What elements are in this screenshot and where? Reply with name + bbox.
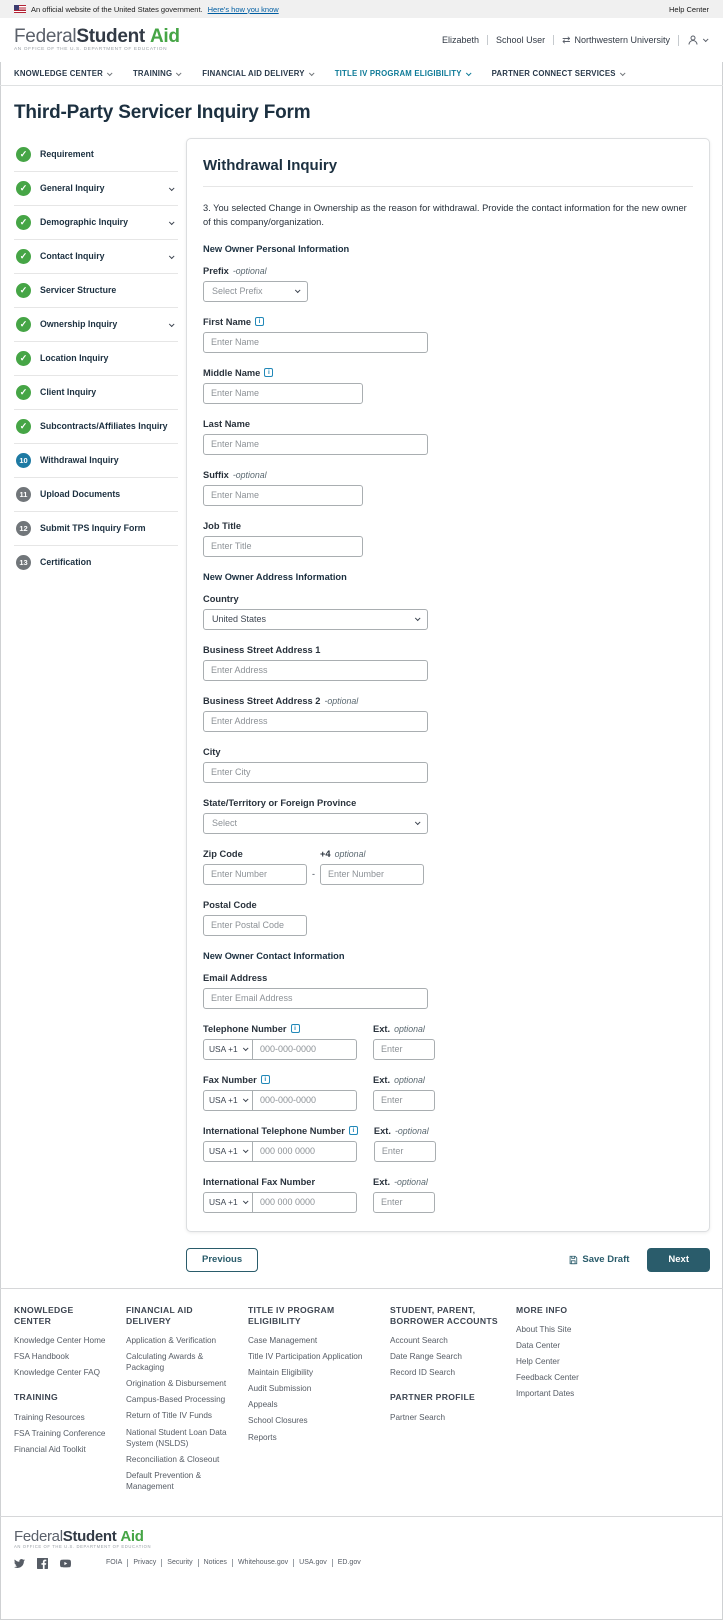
footer-link[interactable]: Record ID Search: [390, 1368, 456, 1378]
footer-link[interactable]: Data Center: [516, 1341, 561, 1351]
fax-label: Fax Number i: [203, 1075, 357, 1085]
footer-link[interactable]: About This Site: [516, 1324, 572, 1334]
city-input[interactable]: [203, 762, 428, 783]
help-center-link[interactable]: Help Center: [668, 4, 709, 14]
step-requirement[interactable]: ✓ Requirement: [14, 138, 178, 172]
check-icon: ✓: [16, 215, 31, 230]
prefix-label: Prefix -optional: [203, 265, 267, 276]
legal-links: [101, 1559, 366, 1567]
gov-banner: [0, 0, 723, 18]
address1-input[interactable]: [203, 660, 428, 681]
telephone-input[interactable]: [253, 1039, 357, 1060]
chevron-down-icon: [243, 1148, 249, 1154]
prefix-select[interactable]: Select Prefix: [203, 281, 308, 302]
chevron-down-icon: [415, 616, 421, 622]
footer-link[interactable]: FSA Handbook: [14, 1352, 70, 1362]
person-icon: [687, 34, 699, 46]
step-demographic-inquiry[interactable]: ✓ Demographic Inquiry: [14, 206, 178, 240]
city-field: [203, 747, 693, 783]
footer-link[interactable]: Audit Submission: [248, 1384, 312, 1394]
footer-link[interactable]: Reports: [248, 1432, 277, 1442]
logo-aid: Aid: [149, 26, 180, 48]
state-field: [203, 798, 693, 834]
footer-link[interactable]: School Closures: [248, 1416, 308, 1426]
check-icon: ✓: [16, 249, 31, 264]
job-title-field: [203, 521, 693, 557]
middle-name-label: Middle Name i: [203, 368, 693, 378]
footer-link[interactable]: Appeals: [248, 1400, 278, 1410]
footer-heading: TRAINING: [14, 1392, 58, 1403]
youtube-icon[interactable]: [60, 1558, 71, 1569]
zip-label: Zip Code: [203, 848, 243, 859]
country-label: Country: [203, 593, 239, 604]
save-icon: [568, 1255, 578, 1265]
address2-field: [203, 696, 693, 732]
step-number-badge: 10: [16, 453, 31, 468]
footer-link[interactable]: Reconciliation & Closeout: [126, 1454, 220, 1464]
nav-item-financial-aid-delivery[interactable]: FINANCIAL AID DELIVERY: [202, 69, 312, 78]
suffix-label: Suffix -optional: [203, 469, 267, 480]
postal-code-field: [203, 900, 693, 936]
info-icon[interactable]: i: [264, 368, 273, 377]
footer-link[interactable]: Maintain Eligibility: [248, 1368, 314, 1378]
nav-item-partner-connect-services[interactable]: PARTNER CONNECT SERVICES: [492, 69, 624, 78]
intl-telephone-input[interactable]: [253, 1141, 357, 1162]
intl-telephone-ext-input[interactable]: [374, 1141, 436, 1162]
footer-link[interactable]: Financial Aid Toolkit: [14, 1444, 86, 1454]
check-icon: ✓: [16, 181, 31, 196]
suffix-input[interactable]: [203, 485, 363, 506]
user-area: [434, 34, 707, 46]
nav-item-knowledge-center[interactable]: KNOWLEDGE CENTER: [14, 69, 111, 78]
email-field: [203, 973, 693, 1009]
footer-heading: MORE INFO: [516, 1304, 568, 1315]
footer-link[interactable]: Calculating Awards & Packaging: [126, 1352, 204, 1373]
intl-fax-country-select[interactable]: USA +1: [203, 1192, 253, 1213]
check-icon: ✓: [16, 147, 31, 162]
main-nav: [0, 62, 723, 86]
footer-heading: PARTNER PROFILE: [390, 1392, 476, 1403]
chevron-down-icon: [465, 70, 471, 76]
zip4-input[interactable]: [320, 864, 424, 885]
step-certification[interactable]: 13 Certification: [14, 546, 178, 579]
city-label: City: [203, 746, 221, 757]
chevron-down-icon: [176, 70, 182, 76]
intl-fax-field: [203, 1177, 693, 1213]
footer-heading: STUDENT, PARENT, BORROWER ACCOUNTS: [390, 1304, 498, 1326]
check-icon: ✓: [16, 351, 31, 366]
footer-link[interactable]: FSA Training Conference: [14, 1428, 106, 1438]
us-flag-icon: [14, 5, 26, 13]
info-icon[interactable]: i: [261, 1075, 270, 1084]
chevron-down-icon: [243, 1097, 249, 1103]
logo-federal: Federal: [14, 26, 77, 48]
logo-student: Student: [76, 26, 145, 48]
intl-fax-ext-label: Ext. -optional: [373, 1176, 428, 1187]
footer: [0, 1288, 723, 1516]
chevron-down-icon: [169, 253, 175, 259]
chevron-down-icon: [169, 321, 175, 327]
previous-button[interactable]: Previous: [186, 1248, 258, 1272]
footer-link[interactable]: Case Management: [248, 1336, 318, 1346]
address1-field: [203, 645, 693, 681]
fax-ext-label: Ext. optional: [373, 1074, 425, 1085]
footer-link[interactable]: Important Dates: [516, 1389, 575, 1399]
fax-field: [203, 1075, 693, 1111]
telephone-label: Telephone Number i: [203, 1024, 357, 1034]
legal-link[interactable]: Security: [162, 1559, 198, 1567]
footer-link[interactable]: Application & Verification: [126, 1336, 217, 1346]
chevron-down-icon: [107, 70, 113, 76]
logo-tagline: AN OFFICE OF THE U.S. DEPARTMENT OF EDUCATION: [14, 1544, 152, 1550]
info-icon[interactable]: i: [349, 1126, 358, 1135]
intl-telephone-country-select[interactable]: USA +1: [203, 1141, 253, 1162]
job-title-input[interactable]: [203, 536, 363, 557]
page-title: Third-Party Servicer Inquiry Form: [14, 102, 311, 123]
how-you-know-link[interactable]: Here's how you know: [207, 4, 279, 14]
chevron-down-icon: [243, 1046, 249, 1052]
legal-link[interactable]: Whitehouse.gov: [233, 1559, 294, 1567]
last-name-label: Last Name: [203, 418, 251, 429]
form-title: Withdrawal Inquiry: [203, 157, 693, 187]
legal-link[interactable]: Privacy: [128, 1559, 162, 1567]
logo-student: Student: [62, 1527, 117, 1545]
nav-item-title-iv-program-eligibility[interactable]: TITLE IV PROGRAM ELIGIBILITY: [335, 69, 470, 78]
fax-country-select[interactable]: USA +1: [203, 1090, 253, 1111]
address1-label: Business Street Address 1: [203, 644, 321, 655]
telephone-country-select[interactable]: USA +1: [203, 1039, 253, 1060]
footer-link[interactable]: Return of Title IV Funds: [126, 1411, 213, 1421]
check-icon: ✓: [16, 283, 31, 298]
footer-link[interactable]: Origination & Disbursement: [126, 1379, 227, 1389]
fax-input[interactable]: [253, 1090, 357, 1111]
footer-link[interactable]: Knowledge Center FAQ: [14, 1368, 101, 1378]
footer-link[interactable]: Default Prevention & Management: [126, 1470, 202, 1491]
step-number-badge: 11: [16, 487, 31, 502]
zip4-label: +4 optional: [320, 848, 366, 859]
last-name-field: [203, 419, 693, 455]
nav-item-training[interactable]: TRAINING: [133, 69, 180, 78]
chevron-down-icon: [703, 36, 709, 42]
footer-link[interactable]: Campus-Based Processing: [126, 1395, 226, 1405]
intl-fax-label: International Fax Number: [203, 1176, 316, 1187]
org-switcher[interactable]: [554, 35, 679, 46]
official-site-text: An official website of the United States government.: [31, 4, 203, 14]
telephone-field: [203, 1024, 693, 1060]
first-name-input[interactable]: [203, 332, 428, 353]
legal-link[interactable]: FOIA: [101, 1559, 128, 1567]
step-servicer-structure[interactable]: ✓ Servicer Structure: [14, 274, 178, 308]
step-subcontracts-affiliates-inquiry[interactable]: ✓ Subcontracts/Affiliates Inquiry: [14, 410, 178, 444]
logo-tagline: AN OFFICE OF THE U.S. DEPARTMENT OF EDUCATION: [14, 47, 168, 53]
form-question: 3. You selected Change in Ownership as the reason for withdrawal. Provide the contact information for the new owner of this company/organization.: [203, 203, 687, 228]
info-icon[interactable]: i: [291, 1024, 300, 1033]
legal-link[interactable]: ED.gov: [337, 1558, 361, 1566]
step-number-badge: 12: [16, 521, 31, 536]
step-contact-inquiry[interactable]: ✓ Contact Inquiry: [14, 240, 178, 274]
country-field: [203, 594, 693, 630]
next-button[interactable]: Next: [647, 1248, 710, 1272]
check-icon: ✓: [16, 317, 31, 332]
email-label: Email Address: [203, 972, 268, 983]
form-card: [186, 138, 710, 1232]
intl-telephone-field: [203, 1126, 693, 1162]
user-role: School User: [488, 35, 554, 45]
zip-field: [203, 849, 693, 885]
prefix-field: [203, 266, 693, 302]
middle-name-input[interactable]: [203, 383, 363, 404]
section-heading-contact: New Owner Contact Information: [203, 950, 345, 961]
chevron-down-icon: [415, 820, 421, 826]
footer-link[interactable]: National Student Loan Data System (NSLDS): [126, 1427, 227, 1448]
chevron-down-icon: [243, 1199, 249, 1205]
check-icon: ✓: [16, 419, 31, 434]
footer-link[interactable]: Partner Search: [390, 1412, 446, 1422]
footer-link[interactable]: Account Search: [390, 1336, 448, 1346]
job-title-label: Job Title: [203, 520, 242, 531]
postal-code-input[interactable]: [203, 915, 307, 936]
email-input[interactable]: [203, 988, 428, 1009]
user-name: Elizabeth: [434, 35, 488, 45]
section-heading-address: New Owner Address Information: [203, 571, 347, 582]
site-header: [0, 18, 723, 62]
legal-link[interactable]: USA.gov: [294, 1559, 333, 1567]
step-upload-documents[interactable]: 11 Upload Documents: [14, 478, 178, 512]
zip-input[interactable]: [203, 864, 307, 885]
step-client-inquiry[interactable]: ✓ Client Inquiry: [14, 376, 178, 410]
user-menu[interactable]: [679, 34, 707, 46]
intl-fax-ext-input[interactable]: [373, 1192, 435, 1213]
legal-link[interactable]: Notices: [199, 1559, 233, 1567]
last-name-input[interactable]: [203, 434, 428, 455]
footer-heading: FINANCIAL AID DELIVERY: [126, 1304, 193, 1326]
footer-heading: TITLE IV PROGRAM ELIGIBILITY: [248, 1304, 335, 1326]
chevron-down-icon: [169, 219, 175, 225]
first-name-label: First Name i: [203, 317, 693, 327]
facebook-icon[interactable]: [37, 1558, 48, 1569]
chevron-down-icon: [309, 70, 315, 76]
chevron-down-icon: [620, 70, 626, 76]
footer-link[interactable]: Feedback Center: [516, 1373, 579, 1383]
section-heading-personal: New Owner Personal Information: [203, 243, 350, 254]
first-name-field: [203, 317, 693, 353]
chevron-down-icon: [169, 185, 175, 191]
telephone-ext-label: Ext. optional: [373, 1023, 425, 1034]
intl-telephone-ext-label: Ext. -optional: [373, 1125, 429, 1136]
intl-telephone-label: International Telephone Number i: [203, 1126, 358, 1136]
step-general-inquiry[interactable]: ✓ General Inquiry: [14, 172, 178, 206]
postal-code-label: Postal Code: [203, 899, 257, 910]
chevron-down-icon: [295, 288, 301, 294]
footer-link[interactable]: Date Range Search: [390, 1352, 462, 1362]
bottom-footer: [0, 1516, 723, 1583]
country-select[interactable]: United States: [203, 609, 428, 630]
address2-input[interactable]: [203, 711, 428, 732]
exchange-icon: ⇄: [562, 34, 571, 46]
address2-label: Business Street Address 2 -optional: [203, 695, 359, 706]
fsa-logo-footer: [14, 1529, 709, 1550]
step-number-badge: 13: [16, 555, 31, 570]
step-withdrawal-inquiry[interactable]: 10 Withdrawal Inquiry: [14, 444, 178, 478]
step-ownership-inquiry[interactable]: ✓ Ownership Inquiry: [14, 308, 178, 342]
footer-heading: KNOWLEDGE CENTER: [14, 1304, 74, 1326]
logo-federal: Federal: [14, 1527, 63, 1545]
middle-name-field: [203, 368, 693, 404]
stepper: [14, 138, 178, 579]
state-label: State/Territory or Foreign Province: [203, 797, 357, 808]
logo-aid: Aid: [120, 1527, 144, 1545]
step-submit-tps-inquiry-form[interactable]: 12 Submit TPS Inquiry Form: [14, 512, 178, 546]
save-draft-button[interactable]: Save Draft: [568, 1254, 629, 1265]
intl-fax-input[interactable]: [253, 1192, 357, 1213]
suffix-field: [203, 470, 693, 506]
state-select[interactable]: Select: [203, 813, 428, 834]
footer-link[interactable]: Title IV Participation Application: [248, 1352, 363, 1362]
zip-separator: -: [312, 868, 315, 879]
step-location-inquiry[interactable]: ✓ Location Inquiry: [14, 342, 178, 376]
footer-link[interactable]: Training Resources: [14, 1412, 85, 1422]
fax-ext-input[interactable]: [373, 1090, 435, 1111]
footer-link[interactable]: Knowledge Center Home: [14, 1336, 106, 1346]
fsa-logo: [14, 27, 180, 53]
check-icon: ✓: [16, 385, 31, 400]
info-icon[interactable]: i: [255, 317, 264, 326]
footer-link[interactable]: Help Center: [516, 1357, 560, 1367]
twitter-icon[interactable]: [14, 1558, 25, 1569]
org-name: Northwestern University: [574, 35, 670, 45]
telephone-ext-input[interactable]: [373, 1039, 435, 1060]
